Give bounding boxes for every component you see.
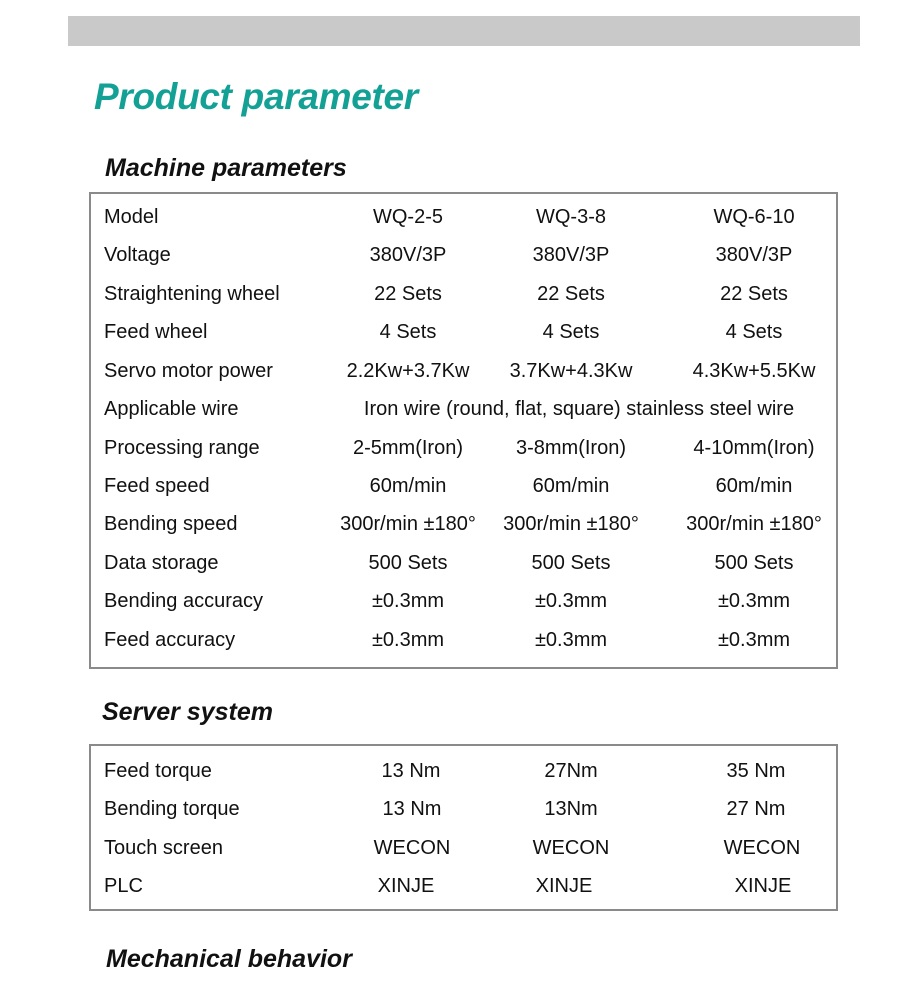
cell-value: 300r/min ±180° [686, 513, 822, 535]
cell-value: WECON [373, 837, 451, 859]
table-row [91, 317, 836, 347]
cell-value: 380V/3P [715, 244, 793, 266]
cell-value: WQ-3-8 [536, 206, 606, 228]
cell-value: 500 Sets [714, 552, 794, 574]
cell-value: 4-10mm(Iron) [693, 437, 815, 459]
cell-value: 2-5mm(Iron) [352, 437, 464, 459]
machine-parameters-title: Machine parameters [105, 154, 347, 182]
table-row [91, 548, 836, 578]
row-label: Bending torque [104, 798, 240, 820]
row-label: Touch screen [104, 837, 223, 859]
row-label: Data storage [104, 552, 219, 574]
server-system-title: Server system [102, 698, 273, 726]
table-row [91, 833, 836, 863]
table-row [91, 509, 836, 539]
cell-value: ±0.3mm [534, 629, 608, 651]
row-label: PLC [104, 875, 143, 897]
cell-value: ±0.3mm [534, 590, 608, 612]
cell-value: 60m/min [715, 475, 793, 497]
table-row [91, 756, 836, 786]
cell-value: 27Nm [544, 760, 598, 782]
row-label: Applicable wire [104, 398, 239, 420]
cell-value: 4.3Kw+5.5Kw [692, 360, 816, 382]
cell-value: 380V/3P [369, 244, 447, 266]
cell-value: 22 Sets [374, 283, 442, 305]
row-label: Feed speed [104, 475, 210, 497]
cell-value: 4 Sets [542, 321, 600, 343]
row-label: Bending speed [104, 513, 238, 535]
table-row [91, 433, 836, 463]
row-label: Servo motor power [104, 360, 273, 382]
cell-value: 13 Nm [382, 798, 442, 820]
table-row [91, 394, 836, 424]
table-row [91, 240, 836, 270]
cell-value: ±0.3mm [717, 590, 791, 612]
mechanical-behavior-title: Mechanical behavior [106, 945, 352, 973]
cell-value-span: Iron wire (round, flat, square) stainless steel wire [363, 398, 795, 420]
cell-value: 13Nm [544, 798, 598, 820]
table-row [91, 202, 836, 232]
table-row [91, 356, 836, 386]
cell-value: WECON [723, 837, 801, 859]
row-label: Bending accuracy [104, 590, 263, 612]
cell-value: XINJE [377, 875, 435, 897]
cell-value: 3.7Kw+4.3Kw [509, 360, 633, 382]
cell-value: 27 Nm [726, 798, 786, 820]
cell-value: 300r/min ±180° [340, 513, 476, 535]
cell-value: ±0.3mm [371, 590, 445, 612]
cell-value: 300r/min ±180° [503, 513, 639, 535]
cell-value: 22 Sets [720, 283, 788, 305]
cell-value: WQ-2-5 [373, 206, 443, 228]
table-row [91, 279, 836, 309]
cell-value: ±0.3mm [717, 629, 791, 651]
table-row [91, 794, 836, 824]
cell-value: XINJE [535, 875, 593, 897]
cell-value: WQ-6-10 [713, 206, 795, 228]
cell-value: 500 Sets [531, 552, 611, 574]
row-label: Voltage [104, 244, 171, 266]
server-system-table [89, 744, 838, 911]
cell-value: 2.2Kw+3.7Kw [346, 360, 470, 382]
table-row [91, 871, 836, 901]
row-label: Feed accuracy [104, 629, 236, 651]
cell-value: 13 Nm [381, 760, 441, 782]
row-label: Feed wheel [104, 321, 208, 343]
cell-value: 35 Nm [726, 760, 786, 782]
cell-value: 4 Sets [379, 321, 437, 343]
cell-value: 4 Sets [725, 321, 783, 343]
table-row [91, 586, 836, 616]
cell-value: 3-8mm(Iron) [515, 437, 627, 459]
row-label: Processing range [104, 437, 260, 459]
row-label: Feed torque [104, 760, 212, 782]
cell-value: 60m/min [532, 475, 610, 497]
cell-value: 380V/3P [532, 244, 610, 266]
top-banner-bar [68, 16, 860, 46]
table-row [91, 471, 836, 501]
cell-value: 60m/min [369, 475, 447, 497]
cell-value: WECON [532, 837, 610, 859]
cell-value: XINJE [734, 875, 792, 897]
cell-value: 22 Sets [537, 283, 605, 305]
cell-value: ±0.3mm [371, 629, 445, 651]
row-label: Model [104, 206, 159, 228]
table-row [91, 625, 836, 655]
page-title: Product parameter [94, 76, 418, 117]
machine-parameters-table [89, 192, 838, 669]
row-label: Straightening wheel [104, 283, 280, 305]
cell-value: 500 Sets [368, 552, 448, 574]
